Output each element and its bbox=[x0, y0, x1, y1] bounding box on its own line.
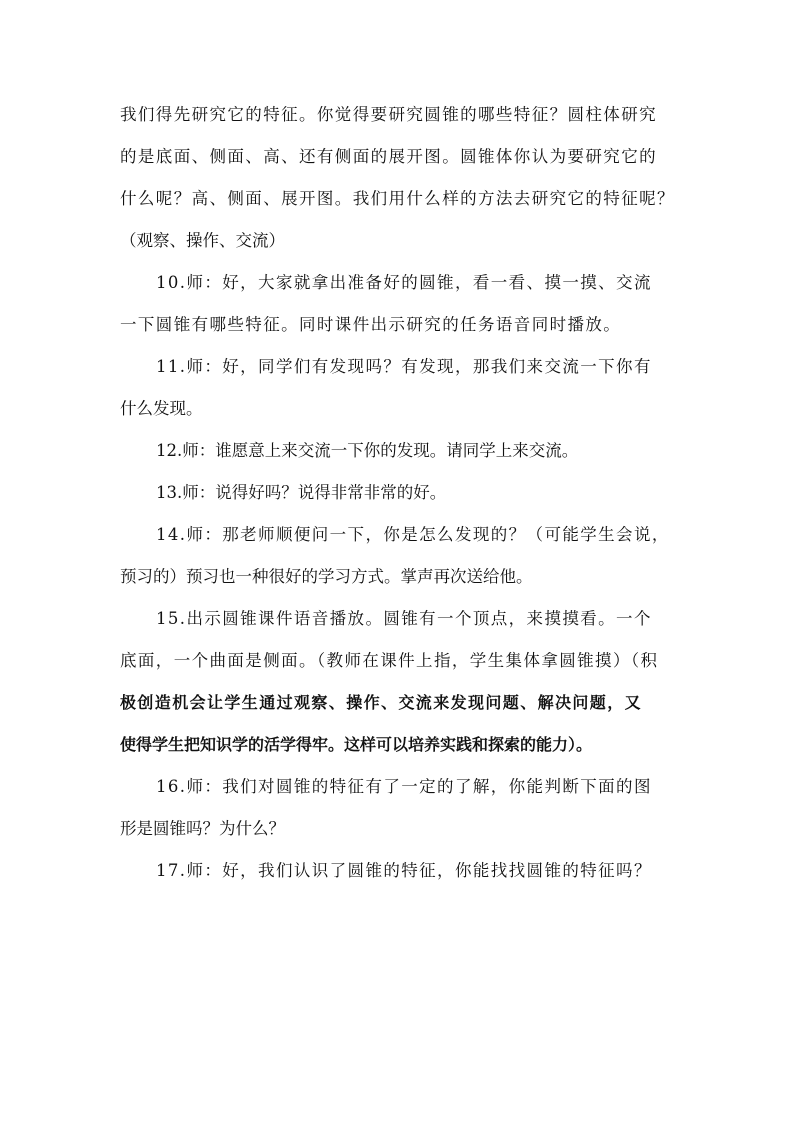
paragraph-line: 13.师：说得好吗？说得非常非常的好。 bbox=[156, 483, 447, 502]
paragraph-line: 10.师：好，大家就拿出准备好的圆锥，看一看、摸一摸、交流 bbox=[156, 273, 652, 292]
paragraph-line: 什么呢？高、侧面、展开图。我们用什么样的方法去研究它的特征呢？ bbox=[120, 189, 675, 208]
paragraph-line: 形是圆锥吗？为什么？ bbox=[120, 819, 285, 838]
paragraph-line: 的是底面、侧面、高、还有侧面的展开图。圆锥体你认为要研究它的 bbox=[120, 147, 657, 166]
paragraph-line: 14.师：那老师顺便问一下，你是怎么发现的？（可能学生会说， bbox=[156, 525, 670, 544]
paragraph-line: 预习的）预习也一种很好的学习方式。掌声再次送给他。 bbox=[120, 567, 533, 586]
paragraph-line: 16.师：我们对圆锥的特征有了一定的了解，你能判断下面的图 bbox=[156, 777, 652, 796]
paragraph-line: 我们得先研究它的特征。你觉得要研究圆锥的哪些特征？圆柱体研究 bbox=[120, 105, 657, 124]
paragraph-line: 11.师：好，同学们有发现吗？有发现，那我们来交流一下你有 bbox=[156, 357, 652, 376]
paragraph-line-emphasis: 极创造机会让学生通过观察、操作、交流来发现问题、解决问题，又 bbox=[120, 693, 643, 712]
paragraph-line: 什么发现。 bbox=[120, 399, 203, 418]
paragraph-line: 12.师：谁愿意上来交流一下你的发现。请同学上来交流。 bbox=[156, 441, 579, 460]
paragraph-line: 底面，一个曲面是侧面。（教师在课件上指，学生集体拿圆锥摸）（积 bbox=[120, 651, 659, 670]
paragraph-line: 一下圆锥有哪些特征。同时课件出示研究的任务语音同时播放。 bbox=[120, 315, 622, 334]
paragraph-line: （观察、操作、交流） bbox=[120, 231, 285, 250]
paragraph-line: 17.师：好，我们认识了圆锥的特征，你能找找圆锥的特征吗？ bbox=[156, 861, 652, 880]
paragraph-line: 15.出示圆锥课件语音播放。圆锥有一个顶点，来摸摸看。一个 bbox=[156, 609, 652, 628]
paragraph-line-emphasis: 使得学生把知识学的活学得牢。这样可以培养实践和探索的能力）。 bbox=[120, 735, 593, 754]
